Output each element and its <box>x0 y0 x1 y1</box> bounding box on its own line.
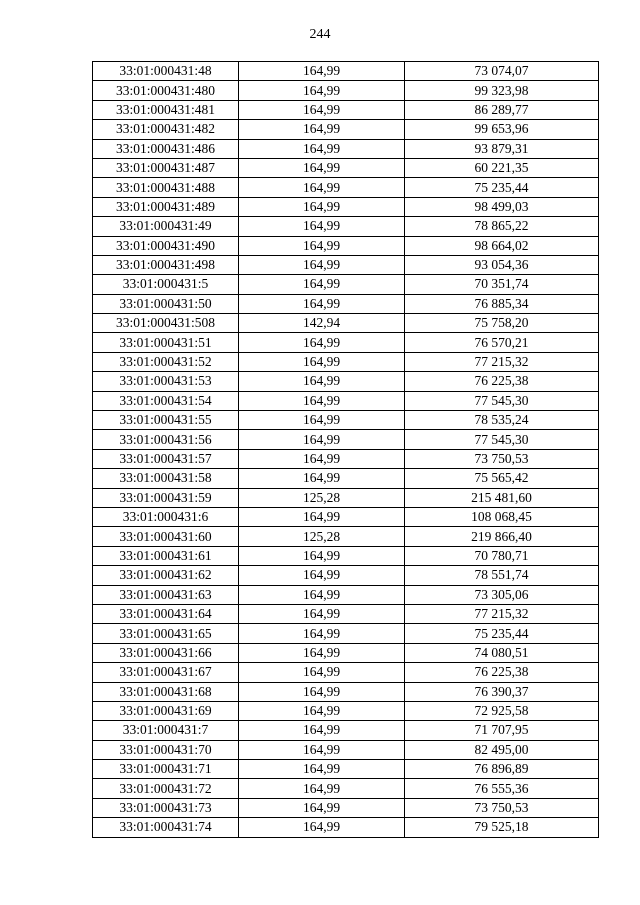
rate-cell: 164,99 <box>239 120 405 139</box>
cadastral-number-cell: 33:01:000431:48 <box>93 62 239 81</box>
rate-cell: 164,99 <box>239 197 405 216</box>
table-row <box>93 100 599 119</box>
cadastral-value-table <box>92 61 599 838</box>
rate-cell: 164,99 <box>239 333 405 352</box>
table-row <box>93 488 599 507</box>
cadastral-number-cell: 33:01:000431:63 <box>93 585 239 604</box>
table-row <box>93 643 599 662</box>
value-cell: 78 535,24 <box>405 411 599 430</box>
value-cell: 73 074,07 <box>405 62 599 81</box>
value-cell: 99 653,96 <box>405 120 599 139</box>
value-cell: 98 499,03 <box>405 197 599 216</box>
table-body <box>93 62 599 838</box>
table-row <box>93 701 599 720</box>
rate-cell: 164,99 <box>239 682 405 701</box>
table-row <box>93 527 599 546</box>
table-row <box>93 372 599 391</box>
value-cell: 75 235,44 <box>405 178 599 197</box>
table-row <box>93 139 599 158</box>
table-row <box>93 236 599 255</box>
value-cell: 73 750,53 <box>405 798 599 817</box>
cadastral-number-cell: 33:01:000431:5 <box>93 275 239 294</box>
value-cell: 77 545,30 <box>405 391 599 410</box>
rate-cell: 164,99 <box>239 255 405 274</box>
rate-cell: 164,99 <box>239 411 405 430</box>
cadastral-number-cell: 33:01:000431:59 <box>93 488 239 507</box>
rate-cell: 164,99 <box>239 391 405 410</box>
table-row <box>93 818 599 837</box>
rate-cell: 164,99 <box>239 275 405 294</box>
value-cell: 76 555,36 <box>405 779 599 798</box>
table-row <box>93 449 599 468</box>
cadastral-number-cell: 33:01:000431:69 <box>93 701 239 720</box>
table-row <box>93 178 599 197</box>
cadastral-number-cell: 33:01:000431:498 <box>93 255 239 274</box>
value-cell: 215 481,60 <box>405 488 599 507</box>
value-cell: 70 780,71 <box>405 546 599 565</box>
table-row <box>93 197 599 216</box>
cadastral-number-cell: 33:01:000431:68 <box>93 682 239 701</box>
rate-cell: 164,99 <box>239 81 405 100</box>
table-row <box>93 333 599 352</box>
table-row <box>93 352 599 371</box>
value-cell: 75 235,44 <box>405 624 599 643</box>
cadastral-number-cell: 33:01:000431:64 <box>93 604 239 623</box>
table-row <box>93 217 599 236</box>
rate-cell: 164,99 <box>239 779 405 798</box>
value-cell: 72 925,58 <box>405 701 599 720</box>
cadastral-number-cell: 33:01:000431:489 <box>93 197 239 216</box>
table-row <box>93 158 599 177</box>
cadastral-number-cell: 33:01:000431:73 <box>93 798 239 817</box>
table-row <box>93 430 599 449</box>
rate-cell: 164,99 <box>239 585 405 604</box>
cadastral-number-cell: 33:01:000431:58 <box>93 469 239 488</box>
rate-cell: 164,99 <box>239 236 405 255</box>
value-cell: 77 215,32 <box>405 352 599 371</box>
value-cell: 73 305,06 <box>405 585 599 604</box>
value-cell: 79 525,18 <box>405 818 599 837</box>
value-cell: 75 565,42 <box>405 469 599 488</box>
table-row <box>93 798 599 817</box>
table-row <box>93 546 599 565</box>
cadastral-number-cell: 33:01:000431:52 <box>93 352 239 371</box>
value-cell: 78 551,74 <box>405 566 599 585</box>
value-cell: 73 750,53 <box>405 449 599 468</box>
table-row <box>93 624 599 643</box>
rate-cell: 164,99 <box>239 449 405 468</box>
value-cell: 219 866,40 <box>405 527 599 546</box>
rate-cell: 164,99 <box>239 352 405 371</box>
rate-cell: 164,99 <box>239 139 405 158</box>
rate-cell: 142,94 <box>239 314 405 333</box>
table-row <box>93 585 599 604</box>
value-cell: 76 896,89 <box>405 760 599 779</box>
value-cell: 76 570,21 <box>405 333 599 352</box>
value-cell: 76 225,38 <box>405 372 599 391</box>
cadastral-number-cell: 33:01:000431:481 <box>93 100 239 119</box>
rate-cell: 164,99 <box>239 546 405 565</box>
cadastral-number-cell: 33:01:000431:67 <box>93 663 239 682</box>
rate-cell: 164,99 <box>239 624 405 643</box>
value-cell: 75 758,20 <box>405 314 599 333</box>
rate-cell: 164,99 <box>239 798 405 817</box>
cadastral-number-cell: 33:01:000431:50 <box>93 294 239 313</box>
rate-cell: 164,99 <box>239 566 405 585</box>
rate-cell: 164,99 <box>239 469 405 488</box>
value-cell: 82 495,00 <box>405 740 599 759</box>
table-row <box>93 469 599 488</box>
rate-cell: 164,99 <box>239 178 405 197</box>
rate-cell: 164,99 <box>239 818 405 837</box>
table-row <box>93 120 599 139</box>
cadastral-number-cell: 33:01:000431:49 <box>93 217 239 236</box>
table-row <box>93 779 599 798</box>
rate-cell: 164,99 <box>239 430 405 449</box>
cadastral-number-cell: 33:01:000431:487 <box>93 158 239 177</box>
cadastral-number-cell: 33:01:000431:65 <box>93 624 239 643</box>
table-row <box>93 314 599 333</box>
cadastral-number-cell: 33:01:000431:74 <box>93 818 239 837</box>
value-cell: 70 351,74 <box>405 275 599 294</box>
value-cell: 74 080,51 <box>405 643 599 662</box>
table-row <box>93 663 599 682</box>
cadastral-number-cell: 33:01:000431:55 <box>93 411 239 430</box>
table-row <box>93 275 599 294</box>
rate-cell: 164,99 <box>239 100 405 119</box>
rate-cell: 164,99 <box>239 740 405 759</box>
rate-cell: 164,99 <box>239 760 405 779</box>
value-cell: 78 865,22 <box>405 217 599 236</box>
cadastral-number-cell: 33:01:000431:482 <box>93 120 239 139</box>
table-row <box>93 721 599 740</box>
cadastral-number-cell: 33:01:000431:6 <box>93 507 239 526</box>
rate-cell: 164,99 <box>239 158 405 177</box>
rate-cell: 125,28 <box>239 488 405 507</box>
value-cell: 77 545,30 <box>405 430 599 449</box>
rate-cell: 164,99 <box>239 701 405 720</box>
table-row <box>93 566 599 585</box>
cadastral-number-cell: 33:01:000431:490 <box>93 236 239 255</box>
rate-cell: 164,99 <box>239 643 405 662</box>
cadastral-number-cell: 33:01:000431:61 <box>93 546 239 565</box>
cadastral-number-cell: 33:01:000431:488 <box>93 178 239 197</box>
rate-cell: 164,99 <box>239 507 405 526</box>
table-row <box>93 62 599 81</box>
rate-cell: 164,99 <box>239 372 405 391</box>
table-row <box>93 411 599 430</box>
table-row <box>93 294 599 313</box>
value-cell: 93 879,31 <box>405 139 599 158</box>
value-cell: 93 054,36 <box>405 255 599 274</box>
table-row <box>93 760 599 779</box>
table-row <box>93 81 599 100</box>
rate-cell: 164,99 <box>239 294 405 313</box>
rate-cell: 164,99 <box>239 62 405 81</box>
rate-cell: 164,99 <box>239 217 405 236</box>
value-cell: 108 068,45 <box>405 507 599 526</box>
table-row <box>93 740 599 759</box>
cadastral-number-cell: 33:01:000431:53 <box>93 372 239 391</box>
rate-cell: 164,99 <box>239 663 405 682</box>
value-cell: 76 225,38 <box>405 663 599 682</box>
cadastral-number-cell: 33:01:000431:72 <box>93 779 239 798</box>
cadastral-number-cell: 33:01:000431:51 <box>93 333 239 352</box>
value-cell: 77 215,32 <box>405 604 599 623</box>
table-row <box>93 507 599 526</box>
cadastral-number-cell: 33:01:000431:62 <box>93 566 239 585</box>
table-row <box>93 682 599 701</box>
page-number: 244 <box>309 27 331 42</box>
value-cell: 76 885,34 <box>405 294 599 313</box>
cadastral-number-cell: 33:01:000431:54 <box>93 391 239 410</box>
cadastral-number-cell: 33:01:000431:70 <box>93 740 239 759</box>
value-cell: 60 221,35 <box>405 158 599 177</box>
table-row <box>93 391 599 410</box>
rate-cell: 164,99 <box>239 604 405 623</box>
cadastral-number-cell: 33:01:000431:66 <box>93 643 239 662</box>
rate-cell: 125,28 <box>239 527 405 546</box>
value-cell: 76 390,37 <box>405 682 599 701</box>
cadastral-number-cell: 33:01:000431:480 <box>93 81 239 100</box>
table-row <box>93 604 599 623</box>
cadastral-number-cell: 33:01:000431:71 <box>93 760 239 779</box>
value-cell: 98 664,02 <box>405 236 599 255</box>
value-cell: 71 707,95 <box>405 721 599 740</box>
cadastral-number-cell: 33:01:000431:57 <box>93 449 239 468</box>
cadastral-number-cell: 33:01:000431:7 <box>93 721 239 740</box>
value-cell: 99 323,98 <box>405 81 599 100</box>
cadastral-number-cell: 33:01:000431:56 <box>93 430 239 449</box>
value-cell: 86 289,77 <box>405 100 599 119</box>
cadastral-number-cell: 33:01:000431:60 <box>93 527 239 546</box>
rate-cell: 164,99 <box>239 721 405 740</box>
cadastral-number-cell: 33:01:000431:508 <box>93 314 239 333</box>
table-row <box>93 255 599 274</box>
cadastral-number-cell: 33:01:000431:486 <box>93 139 239 158</box>
